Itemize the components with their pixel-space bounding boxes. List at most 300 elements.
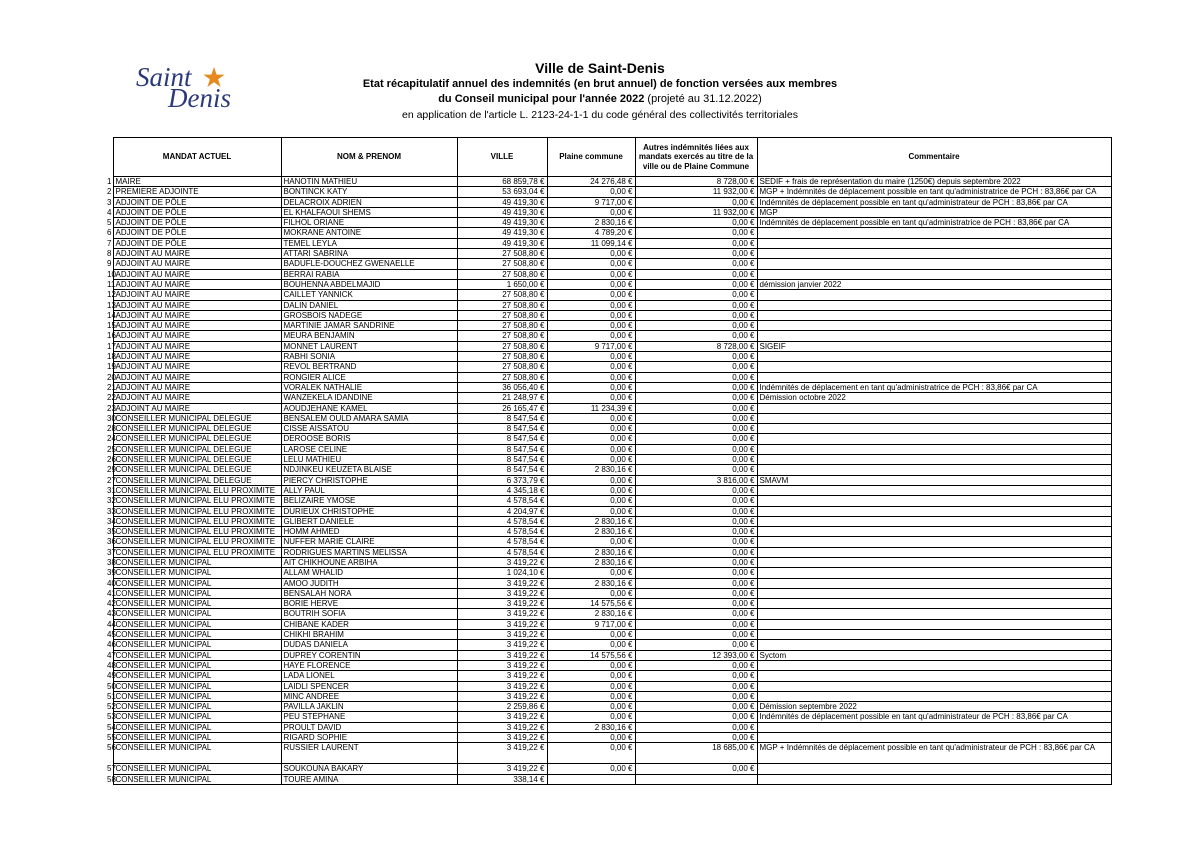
- row-number: 19: [107, 362, 116, 372]
- cell-mandat: CONSEILLER MUNICIPAL: [113, 764, 281, 774]
- cell-commentaire: [757, 660, 1111, 670]
- cell-plaine: 0,00 €: [547, 485, 635, 495]
- cell-commentaire: [757, 259, 1111, 269]
- row-number: 43: [107, 609, 116, 619]
- cell-mandat: CONSEILLER MUNICIPAL ELU PROXIMITE: [113, 516, 281, 526]
- table-row: [107, 300, 1111, 310]
- cell-ville: 49 419,30 €: [457, 207, 547, 217]
- row-number: 2: [107, 187, 112, 197]
- row-number: 46: [107, 640, 116, 650]
- cell-nom: LAROSE CELINE: [281, 444, 457, 454]
- row-number: 14: [107, 310, 116, 320]
- cell-commentaire: [757, 413, 1111, 423]
- cell-ville: 8 547,54 €: [457, 455, 547, 465]
- document-header: [300, 61, 900, 123]
- cell-nom: PEU STEPHANE: [281, 712, 457, 722]
- cell-autres: 0,00 €: [635, 279, 757, 289]
- cell-commentaire: [757, 300, 1111, 310]
- column-header-ville: VILLE: [457, 138, 547, 177]
- row-number: 30: [107, 413, 116, 423]
- table-row: [107, 516, 1111, 526]
- cell-autres: 0,00 €: [635, 681, 757, 691]
- row-number: 17: [107, 341, 116, 351]
- cell-mandat: CONSEILLER MUNICIPAL ELU PROXIMITE: [113, 496, 281, 506]
- cell-commentaire: [757, 619, 1111, 629]
- cell-commentaire: [757, 630, 1111, 640]
- cell-autres: 0,00 €: [635, 619, 757, 629]
- table-row: [107, 640, 1111, 650]
- cell-mandat: CONSEILLER MUNICIPAL: [113, 712, 281, 722]
- cell-plaine: 2 830,16 €: [547, 547, 635, 557]
- cell-commentaire: Indémnités de déplacement en tant qu'administratrice de PCH : 83,86€ par CA: [757, 382, 1111, 392]
- cell-ville: 3 419,22 €: [457, 743, 547, 764]
- cell-nom: ATTARI SABRINA: [281, 249, 457, 259]
- cell-mandat: ADJOINT AU MAIRE: [113, 372, 281, 382]
- row-number: 33: [107, 506, 116, 516]
- cell-autres: 0,00 €: [635, 218, 757, 228]
- table-row: [107, 712, 1111, 722]
- cell-commentaire: MGP: [757, 207, 1111, 217]
- cell-ville: 36 056,40 €: [457, 382, 547, 392]
- column-header-mandat: MANDAT ACTUEL: [113, 138, 281, 177]
- cell-mandat: CONSEILLER MUNICIPAL: [113, 588, 281, 598]
- cell-autres: 18 685,00 €: [635, 743, 757, 764]
- cell-plaine: 0,00 €: [547, 372, 635, 382]
- cell-mandat: CONSEILLER MUNICIPAL: [113, 640, 281, 650]
- row-number: 51: [107, 691, 116, 701]
- cell-autres: 0,00 €: [635, 568, 757, 578]
- cell-plaine: 9 717,00 €: [547, 197, 635, 207]
- cell-ville: 8 547,54 €: [457, 434, 547, 444]
- cell-ville: 3 419,22 €: [457, 671, 547, 681]
- cell-nom: DURIEUX CHRISTOPHE: [281, 506, 457, 516]
- cell-mandat: CONSEILLER MUNICIPAL ELU PROXIMITE: [113, 547, 281, 557]
- cell-ville: 3 419,22 €: [457, 557, 547, 567]
- cell-plaine: 0,00 €: [547, 568, 635, 578]
- cell-commentaire: [757, 506, 1111, 516]
- cell-mandat: CONSEILLER MUNICIPAL: [113, 630, 281, 640]
- cell-mandat: CONSEILLER MUNICIPAL: [113, 743, 281, 764]
- row-number: 58: [107, 774, 116, 784]
- cell-nom: EL KHALFAOUI SHEMS: [281, 207, 457, 217]
- cell-nom: PAVILLA JAKLIN: [281, 702, 457, 712]
- cell-plaine: 0,00 €: [547, 537, 635, 547]
- cell-ville: 4 345,18 €: [457, 485, 547, 495]
- cell-autres: 0,00 €: [635, 496, 757, 506]
- row-number: 8: [107, 249, 112, 259]
- row-number: 20: [107, 372, 116, 382]
- cell-nom: ALLY PAUL: [281, 485, 457, 495]
- table-row: [107, 382, 1111, 392]
- cell-nom: MARTINIE JAMAR SANDRINE: [281, 321, 457, 331]
- cell-mandat: CONSEILLER MUNICIPAL: [113, 650, 281, 660]
- table-row: [107, 259, 1111, 269]
- table-row: [107, 557, 1111, 567]
- cell-mandat: CONSEILLER MUNICIPAL: [113, 557, 281, 567]
- cell-autres: 0,00 €: [635, 331, 757, 341]
- cell-autres: 8 728,00 €: [635, 177, 757, 187]
- cell-ville: 338,14 €: [457, 774, 547, 784]
- cell-commentaire: [757, 578, 1111, 588]
- cell-mandat: CONSEILLER MUNICIPAL: [113, 702, 281, 712]
- cell-commentaire: MGP + Indémnités de déplacement possible en tant qu'administratrice de PCH : 83,86€ par CA: [757, 187, 1111, 197]
- cell-nom: CHIKHI BRAHIM: [281, 630, 457, 640]
- cell-ville: 8 547,54 €: [457, 465, 547, 475]
- cell-autres: 11 932,00 €: [635, 187, 757, 197]
- document-subtitle: Etat récapitulatif annuel des indemnités (en brut annuel) de fonction versées aux membres: [362, 77, 838, 90]
- cell-mandat: ADJOINT AU MAIRE: [113, 331, 281, 341]
- cell-ville: 21 248,97 €: [457, 393, 547, 403]
- cell-ville: 3 419,22 €: [457, 630, 547, 640]
- cell-plaine: 0,00 €: [547, 733, 635, 743]
- cell-autres: 0,00 €: [635, 362, 757, 372]
- cell-commentaire: [757, 764, 1111, 774]
- row-number: 31: [107, 485, 116, 495]
- cell-nom: ALLAM WHALID: [281, 568, 457, 578]
- cell-mandat: ADJOINT AU MAIRE: [113, 290, 281, 300]
- cell-ville: 27 508,80 €: [457, 259, 547, 269]
- cell-mandat: CONSEILLER MUNICIPAL: [113, 681, 281, 691]
- cell-plaine: 11 234,39 €: [547, 403, 635, 413]
- cell-autres: 0,00 €: [635, 238, 757, 248]
- cell-plaine: 0,00 €: [547, 321, 635, 331]
- table-row: [107, 310, 1111, 320]
- saint-denis-logo: [136, 64, 246, 112]
- cell-commentaire: [757, 609, 1111, 619]
- cell-mandat: CONSEILLER MUNICIPAL: [113, 599, 281, 609]
- row-number: 15: [107, 321, 116, 331]
- indemnities-table: [107, 137, 1112, 785]
- document-title: Ville de Saint-Denis: [535, 60, 665, 76]
- cell-nom: BOUTRIH SOFIA: [281, 609, 457, 619]
- cell-plaine: 0,00 €: [547, 671, 635, 681]
- cell-plaine: 0,00 €: [547, 310, 635, 320]
- cell-nom: LELU MATHIEU: [281, 455, 457, 465]
- cell-nom: DEROOSE BORIS: [281, 434, 457, 444]
- cell-mandat: ADJOINT DE PÔLE: [113, 228, 281, 238]
- table-row: [107, 764, 1111, 774]
- row-number: 49: [107, 671, 116, 681]
- table-row: [107, 362, 1111, 372]
- row-number: 40: [107, 578, 116, 588]
- cell-nom: LAIDLI SPENCER: [281, 681, 457, 691]
- cell-mandat: CONSEILLER MUNICIPAL: [113, 671, 281, 681]
- row-number: 41: [107, 588, 116, 598]
- cell-autres: 0,00 €: [635, 424, 757, 434]
- cell-mandat: ADJOINT DE PÔLE: [113, 197, 281, 207]
- cell-plaine: 0,00 €: [547, 352, 635, 362]
- cell-commentaire: [757, 424, 1111, 434]
- table-row: [107, 599, 1111, 609]
- cell-mandat: CONSEILLER MUNICIPAL DELEGUE: [113, 424, 281, 434]
- cell-nom: DUDAS DANIELA: [281, 640, 457, 650]
- table-row: [107, 619, 1111, 629]
- row-number: 5: [107, 218, 112, 228]
- table-row: [107, 485, 1111, 495]
- cell-nom: BENSALEM OULD AMARA SAMIA: [281, 413, 457, 423]
- cell-ville: 3 419,22 €: [457, 650, 547, 660]
- table-row: [107, 465, 1111, 475]
- table-row: [107, 588, 1111, 598]
- cell-ville: 49 419,30 €: [457, 238, 547, 248]
- cell-plaine: [547, 774, 635, 784]
- cell-nom: CAILLET YANNICK: [281, 290, 457, 300]
- row-number: 25: [107, 444, 116, 454]
- cell-ville: 27 508,80 €: [457, 341, 547, 351]
- cell-autres: 12 393,00 €: [635, 650, 757, 660]
- row-number: 22: [107, 393, 116, 403]
- cell-commentaire: [757, 691, 1111, 701]
- cell-autres: 0,00 €: [635, 300, 757, 310]
- cell-plaine: 0,00 €: [547, 743, 635, 764]
- cell-nom: TEMEL LEYLA: [281, 238, 457, 248]
- cell-plaine: 0,00 €: [547, 413, 635, 423]
- cell-mandat: ADJOINT AU MAIRE: [113, 269, 281, 279]
- cell-commentaire: [757, 269, 1111, 279]
- cell-nom: HOMM AHMED: [281, 527, 457, 537]
- cell-mandat: ADJOINT DE PÔLE: [113, 238, 281, 248]
- cell-ville: 4 204,97 €: [457, 506, 547, 516]
- cell-ville: 3 419,22 €: [457, 722, 547, 732]
- table-row: [107, 352, 1111, 362]
- cell-mandat: CONSEILLER MUNICIPAL: [113, 660, 281, 670]
- cell-mandat: CONSEILLER MUNICIPAL DELEGUE: [113, 444, 281, 454]
- cell-nom: NUFFER MARIE CLAIRE: [281, 537, 457, 547]
- cell-nom: PIERCY CHRISTOPHE: [281, 475, 457, 485]
- cell-mandat: ADJOINT AU MAIRE: [113, 382, 281, 392]
- cell-nom: AOUDJEHANE KAMEL: [281, 403, 457, 413]
- cell-ville: 4 578,54 €: [457, 537, 547, 547]
- cell-plaine: 0,00 €: [547, 660, 635, 670]
- cell-plaine: 0,00 €: [547, 764, 635, 774]
- cell-mandat: CONSEILLER MUNICIPAL ELU PROXIMITE: [113, 527, 281, 537]
- cell-plaine: 0,00 €: [547, 691, 635, 701]
- cell-commentaire: [757, 733, 1111, 743]
- cell-ville: 3 419,22 €: [457, 660, 547, 670]
- cell-autres: 0,00 €: [635, 372, 757, 382]
- cell-commentaire: [757, 516, 1111, 526]
- table-row: [107, 547, 1111, 557]
- cell-nom: PROULT DAVID: [281, 722, 457, 732]
- cell-nom: TOURE AMINA: [281, 774, 457, 784]
- cell-commentaire: [757, 290, 1111, 300]
- cell-autres: 0,00 €: [635, 630, 757, 640]
- cell-ville: 8 547,54 €: [457, 413, 547, 423]
- cell-commentaire: [757, 537, 1111, 547]
- cell-ville: 3 419,22 €: [457, 691, 547, 701]
- cell-plaine: 2 830,16 €: [547, 218, 635, 228]
- cell-plaine: 0,00 €: [547, 475, 635, 485]
- cell-autres: 0,00 €: [635, 290, 757, 300]
- row-number: 56: [107, 742, 116, 752]
- cell-commentaire: SEDIF + frais de représentation du maire (1250€) depuis septembre 2022: [757, 177, 1111, 187]
- cell-nom: AIT CHIKHOUNE ARBIHA: [281, 557, 457, 567]
- cell-mandat: CONSEILLER MUNICIPAL DELEGUE: [113, 434, 281, 444]
- table-row: [107, 609, 1111, 619]
- cell-nom: MEURA BENJAMIN: [281, 331, 457, 341]
- cell-mandat: PREMIERE ADJOINTE: [113, 187, 281, 197]
- cell-autres: 0,00 €: [635, 516, 757, 526]
- cell-nom: RODRIGUES MARTINS MELISSA: [281, 547, 457, 557]
- cell-commentaire: démission janvier 2022: [757, 279, 1111, 289]
- cell-plaine: 4 789,20 €: [547, 228, 635, 238]
- cell-commentaire: [757, 321, 1111, 331]
- cell-mandat: ADJOINT AU MAIRE: [113, 393, 281, 403]
- cell-ville: 3 419,22 €: [457, 733, 547, 743]
- cell-plaine: 2 830,16 €: [547, 527, 635, 537]
- cell-commentaire: MGP + Indémnités de déplacement possible en tant qu'administrateur de PCH : 83,86€ par CA: [757, 743, 1111, 764]
- cell-autres: 0,00 €: [635, 588, 757, 598]
- row-number: 47: [107, 650, 116, 660]
- cell-commentaire: Démission octobre 2022: [757, 393, 1111, 403]
- cell-autres: 0,00 €: [635, 712, 757, 722]
- cell-plaine: 2 830,16 €: [547, 609, 635, 619]
- cell-plaine: 2 830,16 €: [547, 465, 635, 475]
- cell-commentaire: Indémnités de déplacement possible en tant qu'administratrice de PCH : 83,86€ par CA: [757, 218, 1111, 228]
- cell-plaine: 2 830,16 €: [547, 557, 635, 567]
- table-row: [107, 424, 1111, 434]
- cell-commentaire: Syctom: [757, 650, 1111, 660]
- cell-nom: CHIBANE KADER: [281, 619, 457, 629]
- cell-commentaire: [757, 588, 1111, 598]
- table-row: [107, 197, 1111, 207]
- row-number: 45: [107, 630, 116, 640]
- row-number: 34: [107, 516, 116, 526]
- cell-commentaire: [757, 403, 1111, 413]
- row-number: 38: [107, 557, 116, 567]
- table-row: [107, 506, 1111, 516]
- cell-mandat: CONSEILLER MUNICIPAL: [113, 609, 281, 619]
- cell-plaine: 2 830,16 €: [547, 516, 635, 526]
- table-header-row: [107, 138, 1111, 177]
- table-row: [107, 238, 1111, 248]
- table-row: [107, 455, 1111, 465]
- cell-nom: VORALEK NATHALIE: [281, 382, 457, 392]
- cell-commentaire: SMAVM: [757, 475, 1111, 485]
- table-row: [107, 413, 1111, 423]
- cell-commentaire: [757, 671, 1111, 681]
- row-number: 13: [107, 300, 116, 310]
- cell-commentaire: [757, 681, 1111, 691]
- cell-autres: 0,00 €: [635, 547, 757, 557]
- cell-autres: 0,00 €: [635, 506, 757, 516]
- cell-autres: 0,00 €: [635, 249, 757, 259]
- table-row: [107, 660, 1111, 670]
- cell-ville: 3 419,22 €: [457, 619, 547, 629]
- table-row: [107, 177, 1111, 187]
- cell-ville: 3 419,22 €: [457, 712, 547, 722]
- cell-ville: 49 419,30 €: [457, 197, 547, 207]
- cell-nom: RABHI SONIA: [281, 352, 457, 362]
- cell-mandat: CONSEILLER MUNICIPAL: [113, 733, 281, 743]
- cell-ville: 53 693,04 €: [457, 187, 547, 197]
- cell-mandat: CONSEILLER MUNICIPAL: [113, 619, 281, 629]
- cell-nom: SOUKOUNA BAKARY: [281, 764, 457, 774]
- cell-autres: 0,00 €: [635, 733, 757, 743]
- cell-autres: 0,00 €: [635, 671, 757, 681]
- row-number: 7: [107, 238, 112, 248]
- row-number: 39: [107, 568, 116, 578]
- row-number: 10: [107, 269, 116, 279]
- cell-plaine: 0,00 €: [547, 588, 635, 598]
- cell-nom: RUSSIER LAURENT: [281, 743, 457, 764]
- cell-nom: RONGIER ALICE: [281, 372, 457, 382]
- cell-plaine: 0,00 €: [547, 362, 635, 372]
- cell-plaine: 0,00 €: [547, 496, 635, 506]
- cell-nom: REVOL BERTRAND: [281, 362, 457, 372]
- table-row: [107, 341, 1111, 351]
- cell-ville: 8 547,54 €: [457, 444, 547, 454]
- cell-autres: 0,00 €: [635, 393, 757, 403]
- cell-plaine: 0,00 €: [547, 640, 635, 650]
- cell-commentaire: [757, 774, 1111, 784]
- row-number: 16: [107, 331, 116, 341]
- cell-nom: HAYE FLORENCE: [281, 660, 457, 670]
- cell-ville: 3 419,22 €: [457, 588, 547, 598]
- cell-nom: GROSBOIS NADEGE: [281, 310, 457, 320]
- cell-mandat: ADJOINT DE PÔLE: [113, 207, 281, 217]
- cell-ville: 4 578,54 €: [457, 496, 547, 506]
- cell-autres: 3 816,00 €: [635, 475, 757, 485]
- document-period: [300, 92, 900, 108]
- row-number: 11: [107, 279, 116, 289]
- row-number: 18: [107, 352, 116, 362]
- row-number: 28: [107, 424, 116, 434]
- table-row: [107, 527, 1111, 537]
- column-header-plaine: Plaine commune: [547, 138, 635, 177]
- cell-mandat: CONSEILLER MUNICIPAL: [113, 578, 281, 588]
- cell-autres: 0,00 €: [635, 434, 757, 444]
- cell-ville: 49 419,30 €: [457, 228, 547, 238]
- cell-plaine: 2 830,16 €: [547, 722, 635, 732]
- cell-nom: MINC ANDREE: [281, 691, 457, 701]
- cell-ville: 4 578,54 €: [457, 547, 547, 557]
- cell-autres: 0,00 €: [635, 403, 757, 413]
- cell-ville: 1 024,10 €: [457, 568, 547, 578]
- cell-nom: BERRAI RABIA: [281, 269, 457, 279]
- cell-autres: 0,00 €: [635, 722, 757, 732]
- cell-autres: 0,00 €: [635, 485, 757, 495]
- row-number: 29: [107, 465, 116, 475]
- period-note: (projeté au 31.12.2022): [644, 93, 762, 105]
- cell-mandat: CONSEILLER MUNICIPAL ELU PROXIMITE: [113, 485, 281, 495]
- cell-plaine: 0,00 €: [547, 444, 635, 454]
- cell-autres: 0,00 €: [635, 352, 757, 362]
- cell-mandat: ADJOINT AU MAIRE: [113, 403, 281, 413]
- cell-autres: 0,00 €: [635, 640, 757, 650]
- cell-autres: 0,00 €: [635, 465, 757, 475]
- cell-ville: 27 508,80 €: [457, 269, 547, 279]
- cell-autres: 0,00 €: [635, 269, 757, 279]
- cell-nom: FILHOL ORIANE: [281, 218, 457, 228]
- cell-commentaire: [757, 640, 1111, 650]
- table-row: [107, 249, 1111, 259]
- table-row: [107, 393, 1111, 403]
- cell-nom: BONTINCK KATY: [281, 187, 457, 197]
- cell-plaine: 11 099,14 €: [547, 238, 635, 248]
- cell-ville: 27 508,80 €: [457, 321, 547, 331]
- cell-mandat: CONSEILLER MUNICIPAL: [113, 691, 281, 701]
- cell-nom: MOKRANE ANTOINE: [281, 228, 457, 238]
- cell-commentaire: [757, 249, 1111, 259]
- cell-commentaire: [757, 444, 1111, 454]
- cell-nom: CISSE AISSATOU: [281, 424, 457, 434]
- row-number: 6: [107, 228, 112, 238]
- cell-nom: HANOTIN MATHIEU: [281, 177, 457, 187]
- table-row: [107, 444, 1111, 454]
- cell-plaine: 0,00 €: [547, 207, 635, 217]
- table-row: [107, 774, 1111, 784]
